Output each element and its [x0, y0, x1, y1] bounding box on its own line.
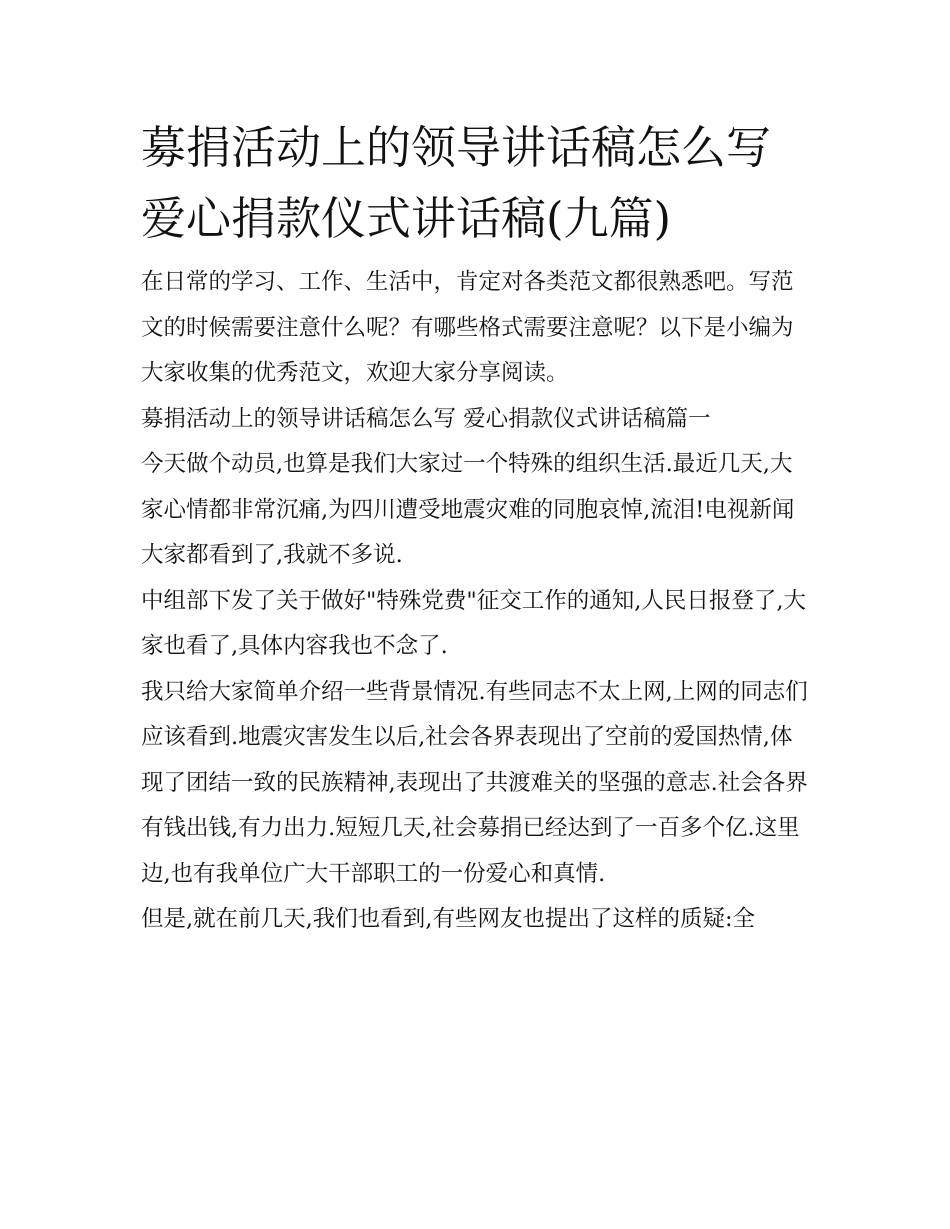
document-page	[141, 112, 813, 943]
body-paragraph: 今天做个动员,也算是我们大家过一个特殊的组织生活.最近几天,大家心情都非常沉痛,为四川遭受地震灾难的同胞哀悼,流泪!电视新闻大家都看到了,我就不多说.	[141, 451, 795, 568]
intro-paragraph: 在日常的学习、工作、生活中，肯定对各类范文都很熟悉吧。写范文的时候需要注意什么呢？有哪些格式需要注意呢？以下是小编为大家收集的优秀范文，欢迎大家分享阅读。	[141, 269, 794, 386]
body-paragraph: 中组部下发了关于做好"特殊党费"征交工作的通知,人民日报登了,大家也看了,具体内容我也不念了.	[141, 587, 807, 659]
body-paragraph: 我只给大家简单介绍一些背景情况.有些同志不太上网,上网的同志们应该看到.地震灾害发生以后,社会各界表现出了空前的爱国热情,体现了团结一致的民族精神,表现出了共渡难关的坚强的意志.社会各界有钱出钱,有力出力.短短几天,社会募捐已经达到了一百多个亿.这里边,也有我单位广大干部职工的一份爱心和真情.	[141, 678, 808, 887]
body-paragraph: 但是,就在前几天,我们也看到,有些网友也提出了这样的质疑:全	[141, 906, 756, 932]
section-heading: 募捐活动上的领导讲话稿怎么写 爱心捐款仪式讲话稿篇一	[141, 405, 711, 432]
document-title: 募捐活动上的领导讲话稿怎么写 爱心捐款仪式讲话稿(九篇)	[141, 121, 772, 245]
